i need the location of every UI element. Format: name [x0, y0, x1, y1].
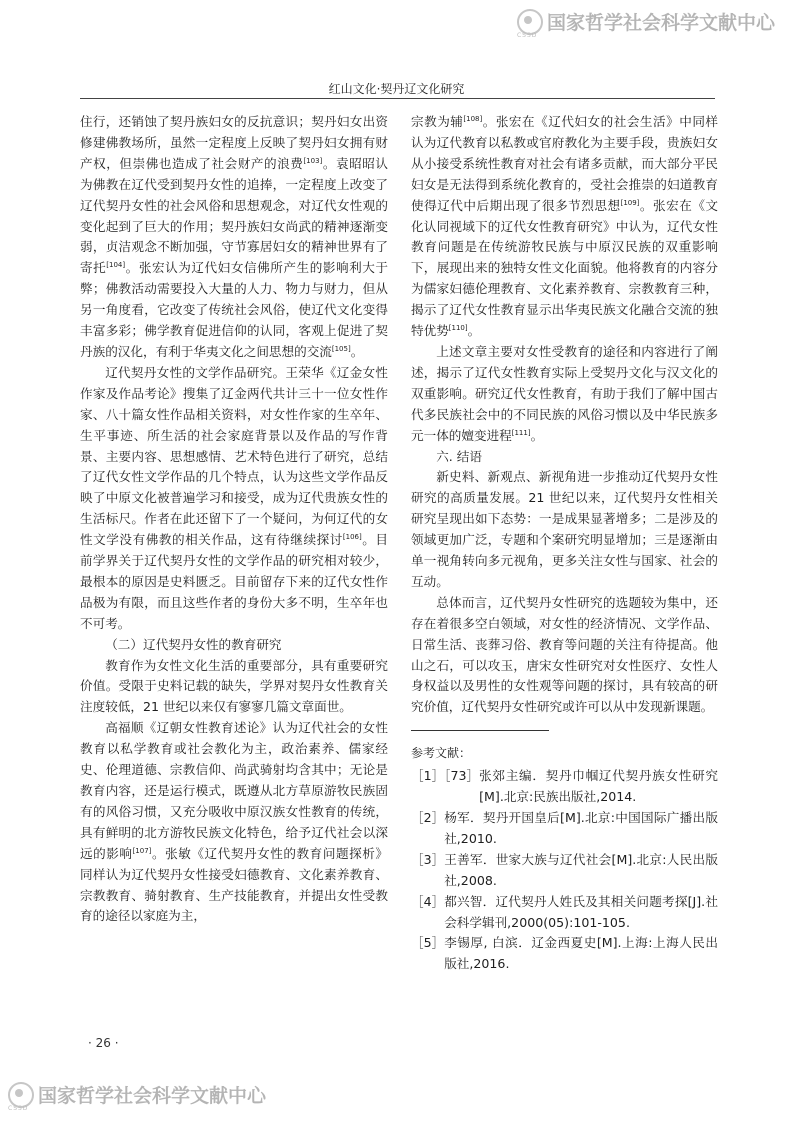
citation[interactable]: [110]	[448, 323, 468, 332]
watermark-logo-icon	[517, 9, 543, 35]
watermark-bottom	[8, 1081, 267, 1112]
watermark-text: 国家哲学社会科学文献中心	[546, 12, 775, 34]
watermark-text: 国家哲学社会科学文献中心	[38, 1085, 267, 1107]
reference-item	[411, 808, 718, 850]
reference-text: 都兴智．辽代契丹人姓氏及其相关问题考探[J].社会科学辑刊,2000(05):101-105.	[444, 893, 718, 930]
reference-item	[411, 850, 718, 892]
reference-list	[411, 766, 718, 975]
reference-text: 李锡厚, 白滨．辽金西夏史[M].上海:上海人民出版社,2016.	[444, 935, 718, 972]
reference-number: ［3］	[411, 851, 445, 867]
reference-number: ［4］	[411, 893, 445, 909]
reference-number: ［5］	[411, 935, 445, 951]
references-rule	[411, 730, 549, 731]
right-column	[411, 112, 718, 975]
paragraph: 住行，还销蚀了契丹族妇女的反抗意识；契丹妇女出资修建佛教场所，虽然一定程度上反映了契丹妇女拥有财产权，但崇佛也造成了社会财产的浪费[103]。袁昭昭认为佛教在辽代受到契丹女性的追捧，一定程度上改变了辽代契丹女性的社会风俗和思想观念，对辽代女性观的变化起到了巨大的作用；契丹族妇女尚武的精神逐渐变弱，贞洁观念不断加强，守节寡居妇女的精神世界有了寄托[104]。张宏认为辽代妇女信佛所产生的影响利大于弊；佛教活动需要投入大量的人力、物力与财力，但从另一角度看，它改变了传统社会风俗，使辽代文化变得丰富多彩；佛学教育促进信仰的认同，客观上促进了契丹族的汉化，有利于华夷文化之间思想的交流[105]。	[80, 114, 389, 359]
references-title: 参考文献：	[411, 746, 472, 761]
watermark-top	[516, 8, 775, 39]
reference-number: ［1］［73］	[411, 768, 480, 784]
section-heading: 六. 结语	[436, 448, 482, 464]
reference-text: 杨军．契丹开国皇后[M].北京:中国国际广播出版社,2010.	[444, 810, 718, 846]
citation[interactable]: [111]	[511, 428, 531, 437]
citation[interactable]: [107]	[132, 846, 152, 855]
watermark-logo-icon	[8, 1082, 34, 1108]
watermark-sub: CSSD	[8, 1105, 29, 1112]
citation[interactable]: [105]	[331, 344, 351, 353]
running-head: 红山文化·契丹辽文化研究	[328, 82, 465, 96]
section-heading: （二）辽代契丹女性的教育研究	[105, 636, 282, 652]
citation[interactable]: [109]	[620, 198, 640, 207]
page-number: · 26 ·	[88, 1036, 119, 1050]
reference-item	[411, 892, 718, 934]
reference-item	[411, 766, 718, 808]
header-rule	[80, 98, 715, 99]
paragraph: 新史料、新观点、新视角进一步推动辽代契丹女性研究的高质量发展。21 世纪以来，辽代契丹女性相关研究呈现出如下态势：一是成果显著增多；二是涉及的领域更加广泛，专题和个案研究明显增加；三是逐渐由单一视角转向多元视角，更多关注女性与国家、社会的互动。	[411, 469, 718, 589]
citation[interactable]: [103]	[303, 156, 323, 165]
reference-number: ［2］	[411, 810, 445, 825]
paragraph: 上述文章主要对女性受教育的途径和内容进行了阐述，揭示了辽代女性教育实际上受契丹文化与汉文化的双重影响。研究辽代女性教育，有助于我们了解中国古代多民族社会中的不同民族的风俗习惯以及中华民族多元一体的嬗变进程[111]。	[411, 343, 718, 443]
citation[interactable]: [108]	[463, 114, 483, 123]
paragraph: 教育作为女性文化生活的重要部分，具有重要研究价值。受限于史料记载的缺失，学界对契丹女性教育关注度较低，21 世纪以来仅有寥寥几篇文章面世。	[80, 657, 388, 715]
paragraph: 辽代契丹女性的文学作品研究。王荣华《辽金女性作家及作品考论》搜集了辽金两代共计三十一位女性作家、八十篇女性作品相关资料，对女性作家的生卒年、生平事迹、所生活的社会家庭背景以及作品的写作背景、主要内容、思想感情、艺术特色进行了研究，总结了辽代女性文学作品的几个特点，认为这些文学作品反映了中原文化被普遍学习和接受，成为辽代贵族女性的生活标尺。作者在此还留下了一个疑问，为何辽代的女性文学没有佛教的相关作品，这有待继续探讨[106]。目前学界关于辽代契丹女性的文学作品的研究相对较少，最根本的原因是史料匮乏。目前留存下来的辽代女性作品极为有限，而且这些作者的身份大多不明，生卒年也不可考。	[80, 364, 389, 631]
reference-text: 张郊主编．契丹巾帼辽代契丹族女性研究[M].北京:民族出版社,2014.	[479, 768, 718, 805]
citation[interactable]: [106]	[342, 532, 362, 541]
left-column	[80, 112, 388, 927]
watermark-sub: CSSD	[516, 32, 538, 39]
paragraph: 总体而言，辽代契丹女性研究的选题较为集中，还存在着很多空白领域，对女性的经济情况、文学作品、日常生活、丧葬习俗、教育等问题的关注有待提高。他山之石，可以攻玉，唐宋女性研究对女性医疗、女性人身权益以及男性的女性观等问题的探讨，具有较高的研究价值，辽代契丹女性研究或许可以从中发现新课题。	[411, 594, 718, 715]
reference-text: 王善军．世家大族与辽代社会[M].北京:人民出版社,2008.	[444, 851, 718, 888]
citation[interactable]: [104]	[106, 261, 126, 270]
reference-item	[411, 933, 718, 975]
paragraph: 高福顺《辽朝女性教育述论》认为辽代社会的女性教育以私学教育或社会教化为主，政治素养、儒家经史、伦理道德、宗教信仰、尚武骑射均含其中；无论是教育内容，还是运行模式，既遵从北方草原游牧民族固有的风俗习惯，又充分吸收中原汉族女性教育的传统，具有鲜明的北方游牧民族文化特色，给予辽代社会以深远的影响[107]。张敏《辽代契丹女性的教育问题探析》同样认为辽代契丹女性接受妇德教育、文化素养教育、宗教教育、骑射教育、生产技能教育，并提出女性受教育的途径以家庭为主，	[80, 720, 389, 924]
paragraph: 宗教为辅[108]。张宏在《辽代妇女的社会生活》中同样认为辽代教育以私教或官府教化为主要手段，贵族妇女从小接受系统性教育对社会有诸多贡献，而大部分平民妇女是无法得到系统化教育的，受社会推崇的妇道教育使得辽代中后期出现了很多节烈思想[109]。张宏在《文化认同视域下的辽代女性教育研究》中认为，辽代女性教育问题是在传统游牧民族与中原汉民族的双重影响下，展现出来的独特女性文化面貌。他将教育的内容分为儒家妇德伦理教育、文化素养教育、宗教教育三种，揭示了辽代女性教育显示出华夷民族文化融合交流的独特优势[110]。	[411, 114, 719, 339]
